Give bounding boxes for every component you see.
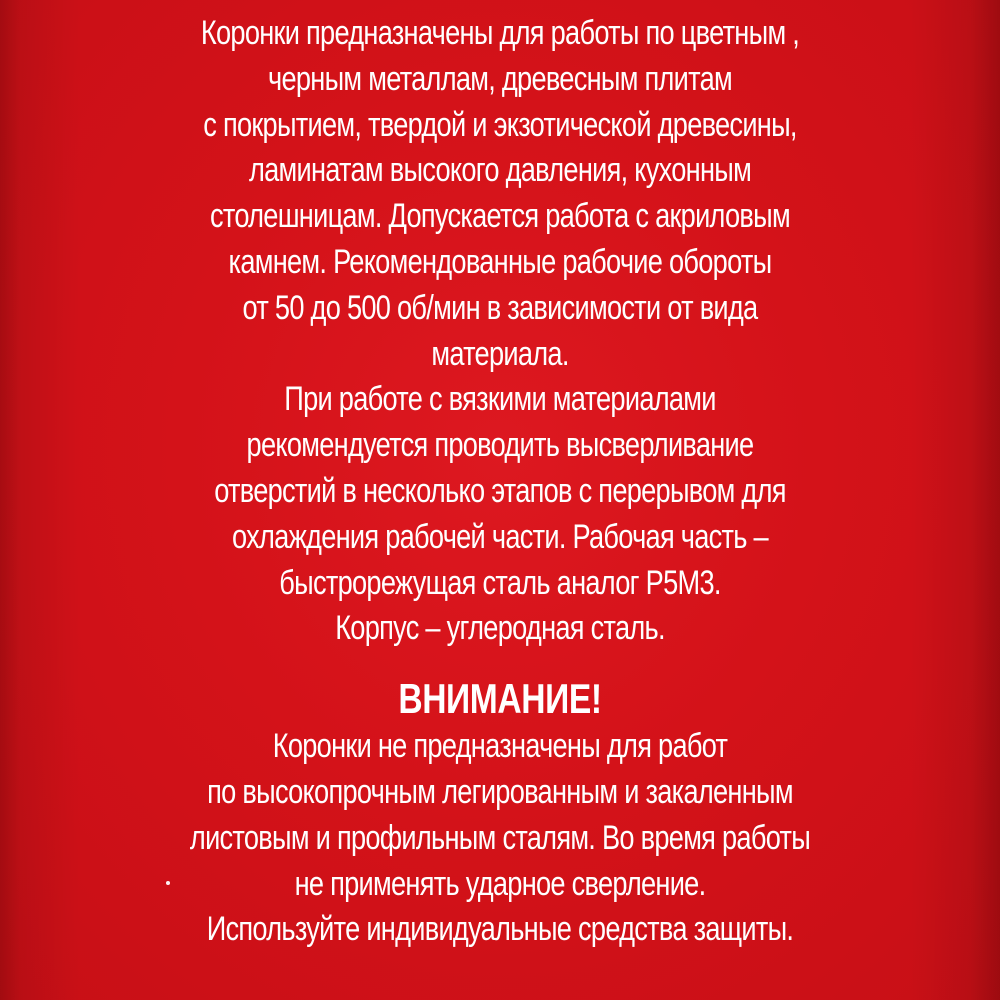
instructions-text-block (100, 11, 900, 953)
warning-line-3: листовым и профильным сталям. Во время работы (189, 818, 811, 857)
description-line-2: черным металлам, древесным плитам (268, 59, 732, 98)
right-edge-shadow (970, 0, 1000, 1000)
description-line-13: быстрорежущая сталь аналог Р5М3. (279, 563, 721, 602)
description-line-1: Коронки предназначены для работы по цветным , (200, 14, 800, 52)
description-line-3: с покрытием, твердой и экзотической древесины, (203, 105, 797, 144)
description-line-8: материала. (431, 334, 569, 373)
warning-line-4: не применять ударное сверление. (294, 864, 706, 903)
description-line-11: отверстий в несколько этапов с перерывом для (214, 471, 786, 510)
description-line-7: от 50 до 500 об/мин в зависимости от вида (242, 288, 758, 327)
warning-line-5: Используйте индивидуальные средства защиты. (206, 910, 794, 949)
description-line-12: охлаждения рабочей части. Рабочая часть – (232, 517, 768, 556)
description-line-10: рекомендуется проводить высверливание (246, 426, 754, 465)
warning-line-1: Коронки не предназначены для работ (272, 727, 728, 766)
left-edge-shadow (0, 0, 20, 1000)
description-line-14: Корпус – углеродная сталь. (335, 609, 665, 648)
warning-title: ВНИМАНИЕ! (398, 675, 602, 723)
description-line-4: ламинатам высокого давления, кухонным (248, 151, 752, 190)
description-line-9: При работе с вязкими материалами (284, 380, 716, 419)
description-line-5: столешницам. Допускается работа с акриловым (210, 197, 790, 236)
warning-line-2: по высокопрочным легированным и закаленным (207, 772, 793, 811)
warning-text-block (100, 724, 900, 953)
description-line-6: камнем. Рекомендованные рабочие обороты (228, 242, 772, 281)
